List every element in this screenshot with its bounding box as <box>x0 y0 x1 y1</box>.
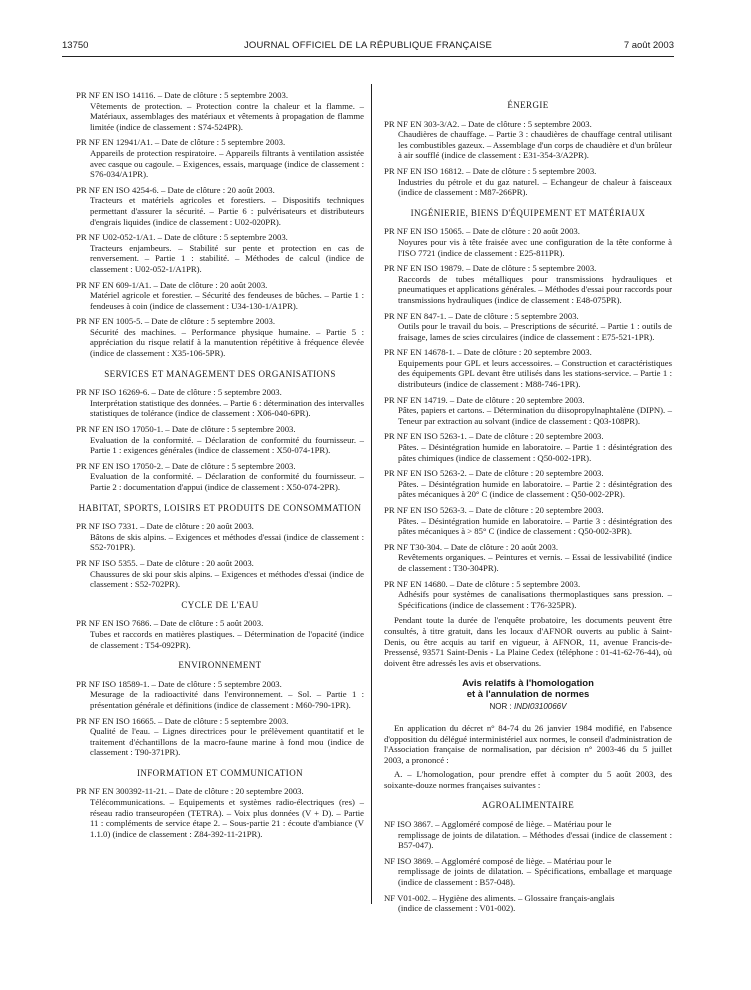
standard-entry <box>384 263 672 305</box>
entry-reference: PR NF EN 14719. – Date de clôture : 20 septembre 2003. <box>384 394 585 405</box>
entry-reference: PR NF EN ISO 16812. – Date de clôture : 5 septembre 2003. <box>384 165 597 176</box>
entry-description: Pâtes. – Désintégration humide en laboratoire. – Partie 3 : désintégration des pâtes mécaniques à > 85° C (indice de classement : Q50-002-3PR). <box>398 515 672 537</box>
entry-description: Chaudières de chauffage. – Partie 3 : chaudières de chauffage central utilisant les combustibles gazeux. – Assemblage d'un corps de chaudière et d'un brûleur à air soufflé (indice de classement : E31-354-3/A2PR). <box>398 129 672 161</box>
entry-description: Tracteurs enjambeurs. – Stabilité sur pente et protection en cas de renversement. – Partie 1 : stabilité. – Méthodes de calcul (indice de classement : U02-052-1/A1PR). <box>90 242 364 274</box>
page-header <box>62 40 674 54</box>
entry-reference: PR NF U02-052-1/A1. – Date de clôture : 5 septembre 2003. <box>76 232 288 243</box>
column-divider <box>371 84 372 904</box>
entry-reference: NF V01-002. – Hygiène des aliments. – Glossaire français-anglais <box>384 892 615 903</box>
entry-reference: PR NF EN 1005-5. – Date de clôture : 5 septembre 2003. <box>76 316 276 327</box>
standard-entry <box>384 579 672 611</box>
entry-reference: PR NF EN ISO 19879. – Date de clôture : 5 septembre 2003. <box>384 263 597 274</box>
nor-label: NOR : <box>489 702 514 712</box>
entry-reference: PR NF EN ISO 5263-1. – Date de clôture : 20 septembre 2003. <box>384 431 604 442</box>
standard-entry <box>384 395 672 427</box>
paragraph: Pendant toute la durée de l'enquête probatoire, les documents peuvent être consultés, à titre gratuit, dans les locaux d'AFNOR ouverts au public à Saint-Denis, ou être acquis au tarif en vigueur, à AFNOR, 11, avenue Francis-de-Pressensé, 93571 Saint-Denis - La Plaine Cedex (téléphone : 01-41-62-76-44), où doivent être adressés les avis et observations. <box>384 615 672 668</box>
section-heading: ENVIRONNEMENT <box>178 660 262 671</box>
entry-reference: PR NF EN ISO 7686. – Date de clôture : 5 août 2003. <box>76 618 264 629</box>
section-heading: AGROALIMENTAIRE <box>481 800 575 811</box>
standard-entry <box>384 856 672 888</box>
standard-entry <box>76 521 364 553</box>
entry-reference: PR NF EN ISO 4254-6. – Date de clôture : 20 août 2003. <box>76 184 275 195</box>
standard-entry <box>76 558 364 590</box>
standard-entry <box>384 893 672 914</box>
entry-reference: PR NF EN ISO 14116. – Date de clôture : 5 septembre 2003. <box>76 90 289 100</box>
entry-description: Adhésifs pour systèmes de canalisations thermoplastiques sans pression. – Spécifications (indice de classement : T76-325PR). <box>398 589 672 610</box>
entry-description: Bâtons de skis alpins. – Exigences et méthodes d'essai (indice de classement : S52-701PR). <box>90 531 364 553</box>
standard-entry <box>384 468 672 500</box>
entry-description: Matériel agricole et forestier. – Sécurité des fendeuses de bûches. – Partie 1 : fendeuses à coin (indice de classement : U34-130-1/A1PR). <box>90 290 364 311</box>
standard-entry <box>76 679 364 711</box>
section-heading: HABITAT, SPORTS, LOISIRS ET PRODUITS DE CONSOMMATION <box>78 502 362 513</box>
entry-description: remplissage de joints de dilatation. – Méthodes d'essai (indice de classement : B57-047). <box>398 829 672 851</box>
entry-description: Pâtes, papiers et cartons. – Détermination du diisopropylnaphtalène (DIPN). – Teneur par extraction au solvant (indice de classement : Q03-108PR). <box>398 405 672 426</box>
standard-entry <box>384 166 672 198</box>
entry-description: Outils pour le travail du bois. – Prescriptions de sécurité. – Partie 1 : outils de fraisage, lames de scies circulaires (indice de classement : E75-521-1PR). <box>398 321 672 342</box>
page-number: 13750 <box>62 40 89 51</box>
entry-description: Chaussures de ski pour skis alpins. – Exigences et méthodes d'essai (indice de classement : S52-702PR). <box>90 568 364 590</box>
entry-reference: PR NF EN 300392-11-21. – Date de clôture : 20 septembre 2003. <box>76 786 304 797</box>
standard-entry <box>76 424 364 456</box>
entry-description: Vêtements de protection. – Protection contre la chaleur et la flamme. – Matériaux, assemblages des matériaux et vêtements à propagation de flamme limitée (indice de classement : S74-524PR). <box>90 100 364 132</box>
paragraph: En application du décret n° 84-74 du 26 janvier 1984 modifié, en l'absence d'opposition du délégué interministériel aux normes, le conseil d'administration de l'Association française de normalisation, par décision n° 2003-46 du 5 juillet 2003, a prononcé : <box>384 722 672 765</box>
standard-entry <box>384 226 672 258</box>
entry-reference: PR NF ISO 18589-1. – Date de clôture : 5 septembre 2003. <box>76 678 282 689</box>
entry-description: Pâtes. – Désintégration humide en laboratoire. – Partie 2 : désintégration des pâtes mécaniques à 20° C (indice de classement : Q50-002-2PR). <box>398 478 672 500</box>
entry-reference: NF ISO 3867. – Aggloméré composé de liège. – Matériau pour le <box>384 819 612 830</box>
entry-description: Interprétation statistique des données. – Partie 6 : détermination des intervalles statistiques de tolérance (indice de classement : X06-040-6PR). <box>90 397 364 419</box>
entry-description: Evaluation de la conformité. – Déclaration de conformité du fournisseur. – Partie 1 : exigences générales (indice de classement : X50-074-1PR). <box>90 434 364 456</box>
standard-entry <box>76 137 364 179</box>
standard-entry <box>384 819 672 851</box>
standard-entry <box>76 786 364 839</box>
entry-description: (indice de classement : V01-002). <box>398 903 516 914</box>
standard-entry <box>384 431 672 463</box>
section-heading: CYCLE DE L'EAU <box>181 599 259 610</box>
entry-reference: PR NF ISO 16269-6. – Date de clôture : 5 septembre 2003. <box>76 387 282 398</box>
entry-reference: PR NF EN 12941/A1. – Date de clôture : 5 septembre 2003. <box>76 137 286 148</box>
entry-description: Evaluation de la conformité. – Déclaration de conformité du fournisseur. – Partie 2 : documentation d'appui (indice de classement : X50-074-2PR). <box>90 471 364 492</box>
standard-entry <box>384 119 672 161</box>
standard-entry <box>76 185 364 227</box>
entry-reference: PR NF EN ISO 17050-1. – Date de clôture : 5 septembre 2003. <box>76 424 296 435</box>
standard-entry <box>76 232 364 274</box>
left-column <box>76 90 364 844</box>
entry-description: Sécurité des machines. – Performance physique humaine. – Partie 5 : appréciation du risque relatif à la manutention répétitive à fréquence élevée (indice de classement : X35-106-5PR). <box>90 326 364 359</box>
standard-entry <box>384 542 672 574</box>
nor-reference <box>384 702 672 713</box>
entry-description: Qualité de l'eau. – Lignes directrices pour le prélèvement quantitatif et le traitement d'échantillons de la macro-faune marine à fond mou (indice de classement : T90-371PR). <box>90 726 364 758</box>
entry-reference: PR NF EN 847-1. – Date de clôture : 5 septembre 2003. <box>384 310 579 321</box>
entry-reference: PR NF EN ISO 17050-2. – Date de clôture : 5 septembre 2003. <box>76 460 296 471</box>
entry-description: Raccords de tubes métalliques pour transmissions hydrauliques et pneumatiques et applications générales. – Méthodes d'essai pour raccords pour transmissions hydrauliques (indice de classement : E48-075PR). <box>398 273 672 305</box>
header-rule <box>62 56 674 57</box>
entry-reference: PR NF ISO 5355. – Date de clôture : 20 août 2003. <box>76 557 254 568</box>
entry-reference: PR NF ISO 7331. – Date de clôture : 20 août 2003. <box>76 521 254 532</box>
entry-description: Appareils de protection respiratoire. – Appareils filtrants à ventilation assistée avec casque ou cagoule. – Exigences, essais, marquage (indice de classement : S76-034/A1PR). <box>90 147 364 180</box>
standard-entry <box>384 311 672 343</box>
right-column <box>384 90 672 919</box>
section-heading: INFORMATION ET COMMUNICATION <box>136 767 304 778</box>
entry-description: Industries du pétrole et du gaz naturel. – Echangeur de chaleur à faisceaux (indice de classement : M87-266PR). <box>398 176 672 198</box>
standard-entry <box>76 716 364 758</box>
entry-description: Tubes et raccords en matières plastiques. – Détermination de l'opacité (indice de classement : T54-092PR). <box>90 628 364 650</box>
standard-entry <box>76 316 364 358</box>
entry-reference: PR NF EN 609-1/A1. – Date de clôture : 20 août 2003. <box>76 279 268 290</box>
notice-title-line: Avis relatifs à l'homologation <box>462 678 594 690</box>
entry-reference: NF ISO 3869. – Aggloméré composé de liège. – Matériau pour le <box>384 855 612 866</box>
entry-reference: PR NF EN 14680. – Date de clôture : 5 septembre 2003. <box>384 578 581 589</box>
entry-reference: PR NF EN ISO 15065. – Date de clôture : 20 août 2003. <box>384 226 580 237</box>
entry-reference: PR NF EN 14678-1. – Date de clôture : 20 septembre 2003. <box>384 347 592 358</box>
entry-description: Pâtes. – Désintégration humide en laboratoire. – Partie 1 : désintégration des pâtes chimiques (indice de classement : Q50-002-1PR). <box>398 442 672 463</box>
standard-entry <box>76 618 364 650</box>
entry-reference: PR NF T30-304. – Date de clôture : 20 août 2003. <box>384 541 559 552</box>
standard-entry <box>76 461 364 493</box>
section-heading: ÉNERGIE <box>507 100 549 110</box>
notice-title-line: et à l'annulation de normes <box>466 689 590 701</box>
notice-title <box>384 678 672 700</box>
entry-description: Tracteurs et matériels agricoles et forestiers. – Dispositifs techniques permettant d'assurer la sécurité. – Partie 6 : pulvérisateurs et distributeurs d'engrais liquides (indice de classement : U02-020PR). <box>90 195 364 227</box>
section-heading: INGÉNIERIE, BIENS D'ÉQUIPEMENT ET MATÉRIAUX <box>410 207 646 218</box>
entry-description: Mesurage de la radioactivité dans l'environnement. – Sol. – Partie 1 : présentation générale et définitions (indice de classement : M60-790-1PR). <box>90 689 364 710</box>
standard-entry <box>76 387 364 419</box>
section-heading: SERVICES ET MANAGEMENT DES ORGANISATIONS <box>104 368 336 379</box>
paragraph: A. – L'homologation, pour prendre effet à compter du 5 août 2003, des soixante-douze normes françaises suivantes : <box>384 769 672 790</box>
entry-description: Equipements pour GPL et leurs accessoires. – Construction et caractéristiques des équipements GPL devant être utilisés dans les stations-service. – Partie 1 : distributeurs (indice de classement : M88-746-1PR). <box>398 357 672 390</box>
standard-entry <box>384 505 672 537</box>
entry-description: Télécommunications. – Equipements et systèmes radio-électriques (res) – réseau radio transeuropéen (TETRA). – Voix plus données (V + D). – Partie 11 : compléments de service étape 2. – Sous-partie 21 : écoute d'ambiance (V 1.1.0) (indice de classement : Z84-392-11-21PR). <box>90 797 364 839</box>
entry-description: remplissage de joints de dilatation. – Spécifications, emballage et marquage (indice de classement : B57-048). <box>398 866 672 888</box>
journal-title: JOURNAL OFFICIEL DE LA RÉPUBLIQUE FRANÇAISE <box>243 40 493 51</box>
entry-reference: PR NF EN ISO 16665. – Date de clôture : 5 septembre 2003. <box>76 715 289 726</box>
nor-code: INDI0310066V <box>513 702 567 712</box>
entry-description: Noyures pour vis à tête fraisée avec une configuration de la tête conforme à l'ISO 7721 (indice de classement : E25-811PR). <box>398 236 672 258</box>
entry-reference: PR NF EN ISO 5263-3. – Date de clôture : 20 septembre 2003. <box>384 505 604 515</box>
standard-entry <box>76 90 364 132</box>
entry-reference: PR NF EN ISO 5263-2. – Date de clôture : 20 septembre 2003. <box>384 468 604 479</box>
issue-date: 7 août 2003 <box>623 40 674 51</box>
standard-entry <box>384 347 672 389</box>
entry-reference: PR NF EN 303-3/A2. – Date de clôture : 5 septembre 2003. <box>384 118 592 129</box>
entry-description: Revêtements organiques. – Peintures et vernis. – Essai de lessivabilité (indice de classement : T30-304PR). <box>398 552 672 573</box>
standard-entry <box>76 280 364 312</box>
